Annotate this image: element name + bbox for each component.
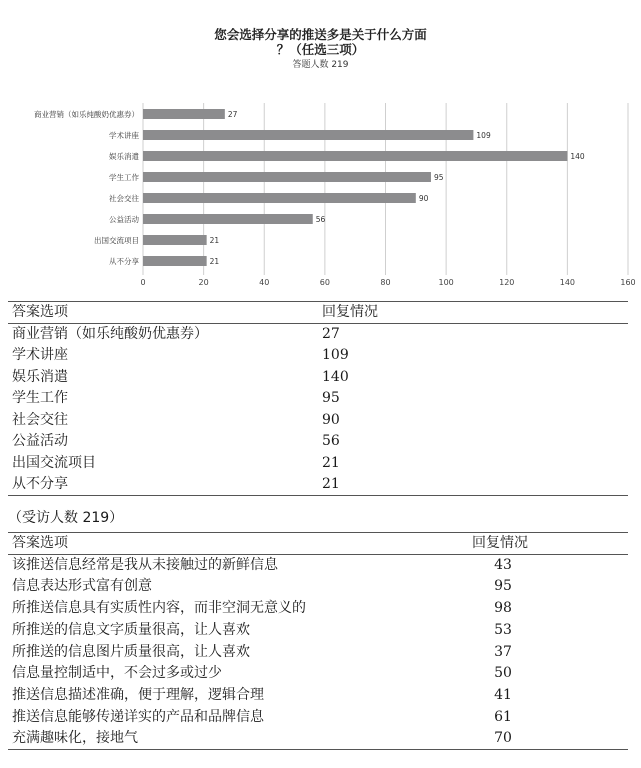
chart-subtitle: 答题人数 219	[292, 60, 349, 70]
table-row-value: 53	[494, 621, 512, 638]
category-label: 公益活动	[109, 215, 139, 224]
bar-value-label: 90	[418, 194, 429, 203]
table-row-option: 从不分享	[12, 476, 68, 492]
table-row-option: 所推送的信息图片质量很高，让人喜欢	[12, 643, 250, 660]
table-row-option: 该推送信息经常是我从未接触过的新鲜信息	[12, 556, 278, 573]
bar	[143, 130, 473, 140]
results-table-2	[0, 532, 641, 753]
table-row-value: 43	[494, 556, 512, 573]
category-label: 出国交流项目	[94, 236, 139, 245]
table-row-value: 95	[494, 578, 512, 595]
table-row-option: 学生工作	[12, 390, 68, 406]
category-label: 学术讲座	[109, 131, 139, 140]
table-bottom-rule	[8, 495, 628, 496]
table-row-value: 21	[322, 454, 340, 471]
category-label: 学生工作	[109, 173, 139, 182]
results-table-1	[0, 301, 641, 499]
bar-chart	[0, 95, 641, 295]
table-row-value: 90	[322, 411, 340, 428]
table-row-option: 商业营销（如乐纯酸奶优惠券）	[12, 325, 208, 342]
header-response: 回复情况	[472, 535, 528, 551]
header-answer-option: 答案选项	[12, 304, 68, 320]
x-tick-label: 0	[140, 278, 146, 287]
table-row-value: 98	[494, 600, 512, 617]
bar-value-label: 140	[570, 152, 585, 161]
x-tick-label: 40	[259, 278, 270, 287]
x-tick-label: 160	[620, 278, 636, 287]
table-row-option: 充满趣味化，接地气	[12, 730, 138, 747]
table-row-option: 所推送的信息文字质量很高，让人喜欢	[12, 621, 250, 638]
table-row-value: 37	[494, 643, 512, 660]
bar	[143, 235, 207, 245]
bar-value-label: 56	[315, 215, 326, 224]
bar	[143, 214, 313, 224]
bar	[143, 193, 416, 203]
table-row-value: 56	[322, 433, 340, 449]
table-top-rule	[8, 532, 628, 533]
chart-title	[0, 27, 641, 57]
category-label: 社会交往	[109, 194, 139, 203]
chart-title-line: 您会选择分享的推送多是关于什么方面	[214, 27, 427, 42]
bar	[143, 256, 207, 266]
x-tick-label: 60	[319, 278, 330, 287]
x-tick-label: 100	[438, 278, 454, 287]
table-row-value: 70	[494, 730, 512, 747]
table-row-value: 140	[322, 368, 349, 385]
x-tick-label: 140	[559, 278, 576, 287]
x-tick-label: 20	[198, 278, 209, 287]
table-row-value: 21	[322, 476, 340, 492]
header-response: 回复情况	[322, 304, 378, 320]
table-row-value: 109	[322, 347, 349, 363]
bar-value-label: 95	[433, 173, 444, 182]
bar-value-label: 21	[209, 257, 220, 266]
table-row-option: 信息表达形式富有创意	[12, 578, 152, 595]
bar-value-label: 27	[227, 110, 238, 119]
bar-value-label: 109	[476, 131, 491, 140]
category-label: 娱乐消遣	[109, 152, 139, 161]
table-row-option: 公益活动	[12, 433, 68, 449]
table-row-option: 社会交往	[12, 411, 68, 428]
table-row-value: 61	[494, 708, 512, 725]
table-row-option: 推送信息能够传递详实的产品和品牌信息	[12, 708, 264, 725]
table-row-option: 娱乐消遣	[12, 368, 68, 385]
bar-value-label: 21	[209, 236, 220, 245]
bar	[143, 151, 567, 161]
table-row-value: 27	[322, 325, 340, 342]
bar	[143, 109, 225, 119]
header-answer-option: 答案选项	[12, 535, 68, 551]
category-label: 从不分享	[109, 257, 139, 266]
table-top-rule	[8, 301, 628, 302]
x-tick-label: 120	[499, 278, 515, 287]
chart-title-line: ？（任选三项）	[276, 42, 365, 57]
table-row-value: 41	[494, 686, 512, 703]
table-row-option: 信息量控制适中，不会过多或过少	[12, 665, 222, 682]
category-label: 商业营销（如乐纯酸奶优惠券）	[34, 110, 139, 119]
table-row-value: 50	[494, 665, 512, 682]
table-row-option: 学术讲座	[12, 347, 68, 363]
table-row-option: 推送信息描述准确，便于理解，逻辑合理	[12, 686, 264, 703]
respondents-note: （受访人数 219）	[8, 510, 124, 526]
x-tick-label: 80	[380, 278, 391, 287]
bar	[143, 172, 431, 182]
table-row-option: 出国交流项目	[12, 454, 96, 471]
table-row-option: 所推送信息具有实质性内容，而非空洞无意义的	[12, 600, 306, 617]
table-row-value: 95	[322, 390, 340, 406]
table-bottom-rule	[8, 749, 628, 750]
